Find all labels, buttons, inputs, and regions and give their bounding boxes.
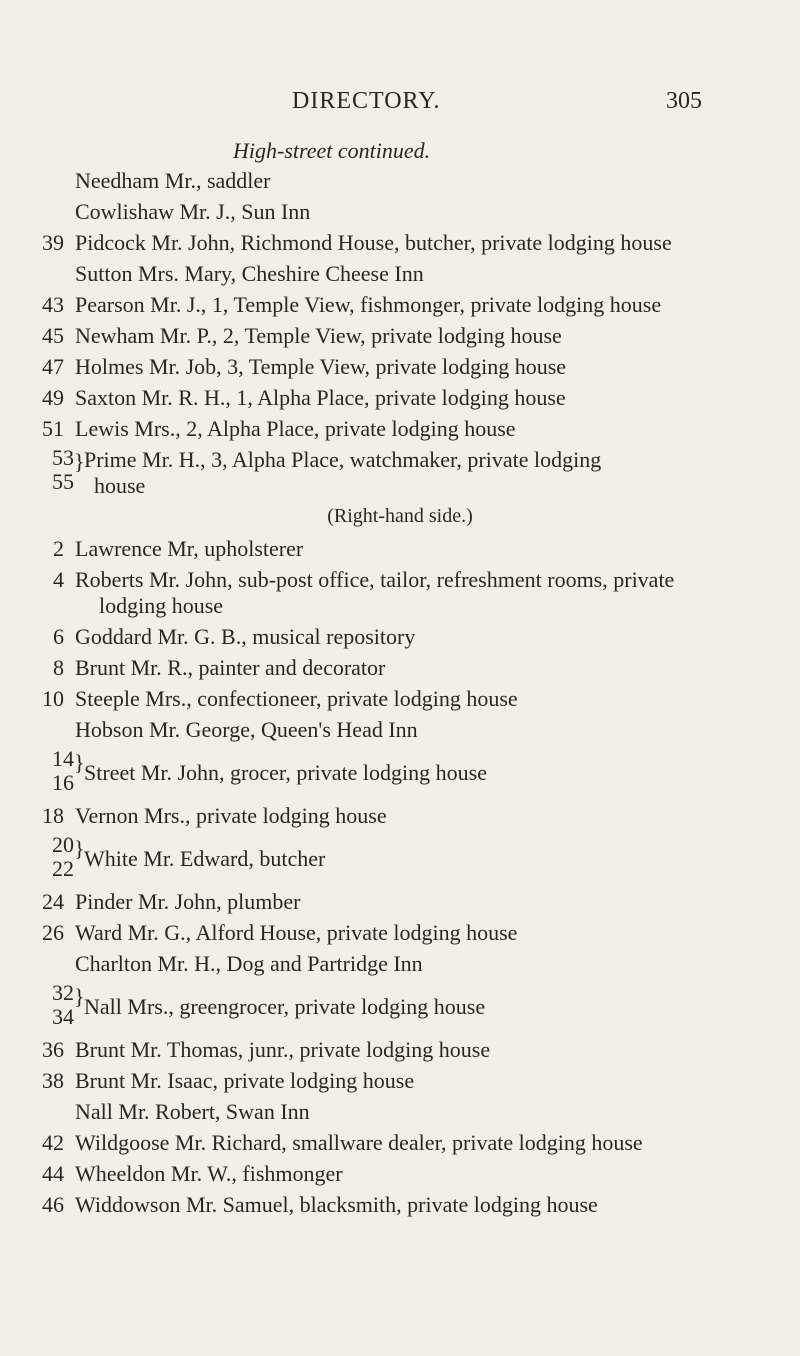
- running-title: DIRECTORY.: [292, 88, 441, 114]
- section-subheading: High-street continued.: [233, 138, 431, 163]
- entry-text: Newham Mr. P., 2, Temple View, private lodging house: [75, 323, 562, 348]
- entry-text: Nall Mr. Robert, Swan Inn: [75, 1099, 310, 1124]
- directory-entry: [0, 951, 800, 977]
- page-header: [0, 88, 800, 118]
- house-number: 32: [52, 980, 74, 1005]
- directory-entry: [0, 889, 800, 915]
- directory-entry: [0, 385, 800, 411]
- entry-text: Needham Mr., saddler: [75, 168, 271, 193]
- entry-group-left-side: [0, 168, 800, 442]
- entry-text: Holmes Mr. Job, 3, Temple View, private lodging house: [75, 354, 567, 379]
- directory-entry: [0, 1037, 800, 1063]
- brace-glyph: }: [74, 449, 85, 474]
- directory-entry: [0, 803, 800, 829]
- right-hand-side-note: (Right-hand side.): [327, 505, 473, 527]
- house-number: 14: [52, 746, 74, 771]
- entry-text: Saxton Mr. R. H., 1, Alpha Place, private lodging house: [75, 385, 566, 410]
- entry-text: Ward Mr. G., Alford House, private lodging house: [75, 920, 518, 945]
- house-number: 43: [42, 292, 64, 317]
- brace-entry-14-16: [0, 748, 800, 798]
- directory-entry: [0, 1161, 800, 1187]
- directory-entry: [0, 354, 800, 380]
- entry-text: Steeple Mrs., confectioneer, private lodging house: [75, 686, 518, 711]
- directory-entry: [0, 323, 800, 349]
- directory-entry: [0, 567, 800, 619]
- house-number: 51: [42, 416, 64, 441]
- house-number: 22: [52, 856, 74, 881]
- directory-entry: [0, 1099, 800, 1125]
- brace-entry-32-34: [0, 982, 800, 1032]
- entry-text: Wheeldon Mr. W., fishmonger: [75, 1161, 343, 1186]
- house-number: 46: [42, 1192, 64, 1217]
- directory-entry: [0, 624, 800, 650]
- house-number: 42: [42, 1130, 64, 1155]
- page-number: 305: [666, 88, 702, 114]
- house-number: 45: [42, 323, 64, 348]
- entry-text-line: Prime Mr. H., 3, Alpha Place, watchmaker, private lodging: [84, 447, 602, 472]
- directory-entry: [0, 920, 800, 946]
- house-number: 10: [42, 686, 64, 711]
- directory-entry: [0, 230, 800, 256]
- brace-glyph: }: [74, 836, 85, 861]
- directory-entries: [0, 168, 800, 1223]
- entry-text: Pearson Mr. J., 1, Temple View, fishmonger, private lodging house: [75, 292, 662, 317]
- directory-entry: [0, 717, 800, 743]
- house-number: 34: [52, 1004, 74, 1029]
- entry-text: Hobson Mr. George, Queen's Head Inn: [75, 717, 418, 742]
- directory-entry: [0, 1192, 800, 1218]
- entry-text-line: house: [94, 473, 146, 498]
- house-number: 53: [52, 445, 74, 470]
- brace-entry-20-22: [0, 834, 800, 884]
- directory-entry: [0, 536, 800, 562]
- entry-text: Street Mr. John, grocer, private lodging house: [84, 760, 487, 785]
- house-number: 24: [42, 889, 64, 914]
- directory-entry: [0, 1130, 800, 1156]
- directory-entry: [0, 686, 800, 712]
- entry-text: Pinder Mr. John, plumber: [75, 889, 301, 914]
- entry-text: Cowlishaw Mr. J., Sun Inn: [75, 199, 311, 224]
- house-number: 47: [42, 354, 64, 379]
- house-number: 49: [42, 385, 64, 410]
- house-number: 38: [42, 1068, 64, 1093]
- house-number: 39: [42, 230, 64, 255]
- entry-text: Charlton Mr. H., Dog and Partridge Inn: [75, 951, 423, 976]
- house-number: 4: [53, 567, 64, 592]
- directory-entry: [0, 199, 800, 225]
- house-number: 20: [52, 832, 74, 857]
- entry-text: [84, 447, 724, 499]
- entry-text: Brunt Mr. R., painter and decorator: [75, 655, 386, 680]
- brace-entry-53-55: [0, 447, 800, 499]
- house-number: 2: [53, 536, 64, 561]
- house-number: 16: [52, 770, 74, 795]
- entry-text: Brunt Mr. Thomas, junr., private lodging house: [75, 1037, 491, 1062]
- entry-text: Nall Mrs., greengrocer, private lodging house: [84, 994, 486, 1019]
- entry-text: Brunt Mr. Isaac, private lodging house: [75, 1068, 415, 1093]
- entry-text: Sutton Mrs. Mary, Cheshire Cheese Inn: [75, 261, 424, 286]
- entry-text: Wildgoose Mr. Richard, smallware dealer, private lodging house: [75, 1130, 643, 1155]
- entry-text: Vernon Mrs., private lodging house: [75, 803, 387, 828]
- entry-text: Goddard Mr. G. B., musical repository: [75, 624, 416, 649]
- entry-text: Pidcock Mr. John, Richmond House, butcher, private lodging house: [75, 230, 672, 255]
- entry-text: Roberts Mr. John, sub-post office, tailor, refreshment rooms, private lodging house: [75, 567, 675, 618]
- directory-entry: [0, 416, 800, 442]
- house-number: 44: [42, 1161, 64, 1186]
- house-number: 55: [52, 469, 74, 494]
- directory-entry: [0, 168, 800, 194]
- house-number: 8: [53, 655, 64, 680]
- entry-text: Lewis Mrs., 2, Alpha Place, private lodging house: [75, 416, 516, 441]
- directory-entry: [0, 1068, 800, 1094]
- house-number: 6: [53, 624, 64, 649]
- entry-group-right-c: [0, 1037, 800, 1218]
- entry-text: Widdowson Mr. Samuel, blacksmith, private lodging house: [75, 1192, 598, 1217]
- entry-text: White Mr. Edward, butcher: [84, 846, 326, 871]
- entry-group-right-b: [0, 889, 800, 977]
- brace-glyph: }: [74, 984, 85, 1009]
- house-number: 26: [42, 920, 64, 945]
- entry-text: Lawrence Mr, upholsterer: [75, 536, 304, 561]
- brace-glyph: }: [74, 750, 85, 775]
- directory-entry: [0, 655, 800, 681]
- entry-group-right-a: [0, 536, 800, 743]
- directory-entry: [0, 292, 800, 318]
- house-number: 18: [42, 803, 64, 828]
- directory-entry: [0, 261, 800, 287]
- house-number: 36: [42, 1037, 64, 1062]
